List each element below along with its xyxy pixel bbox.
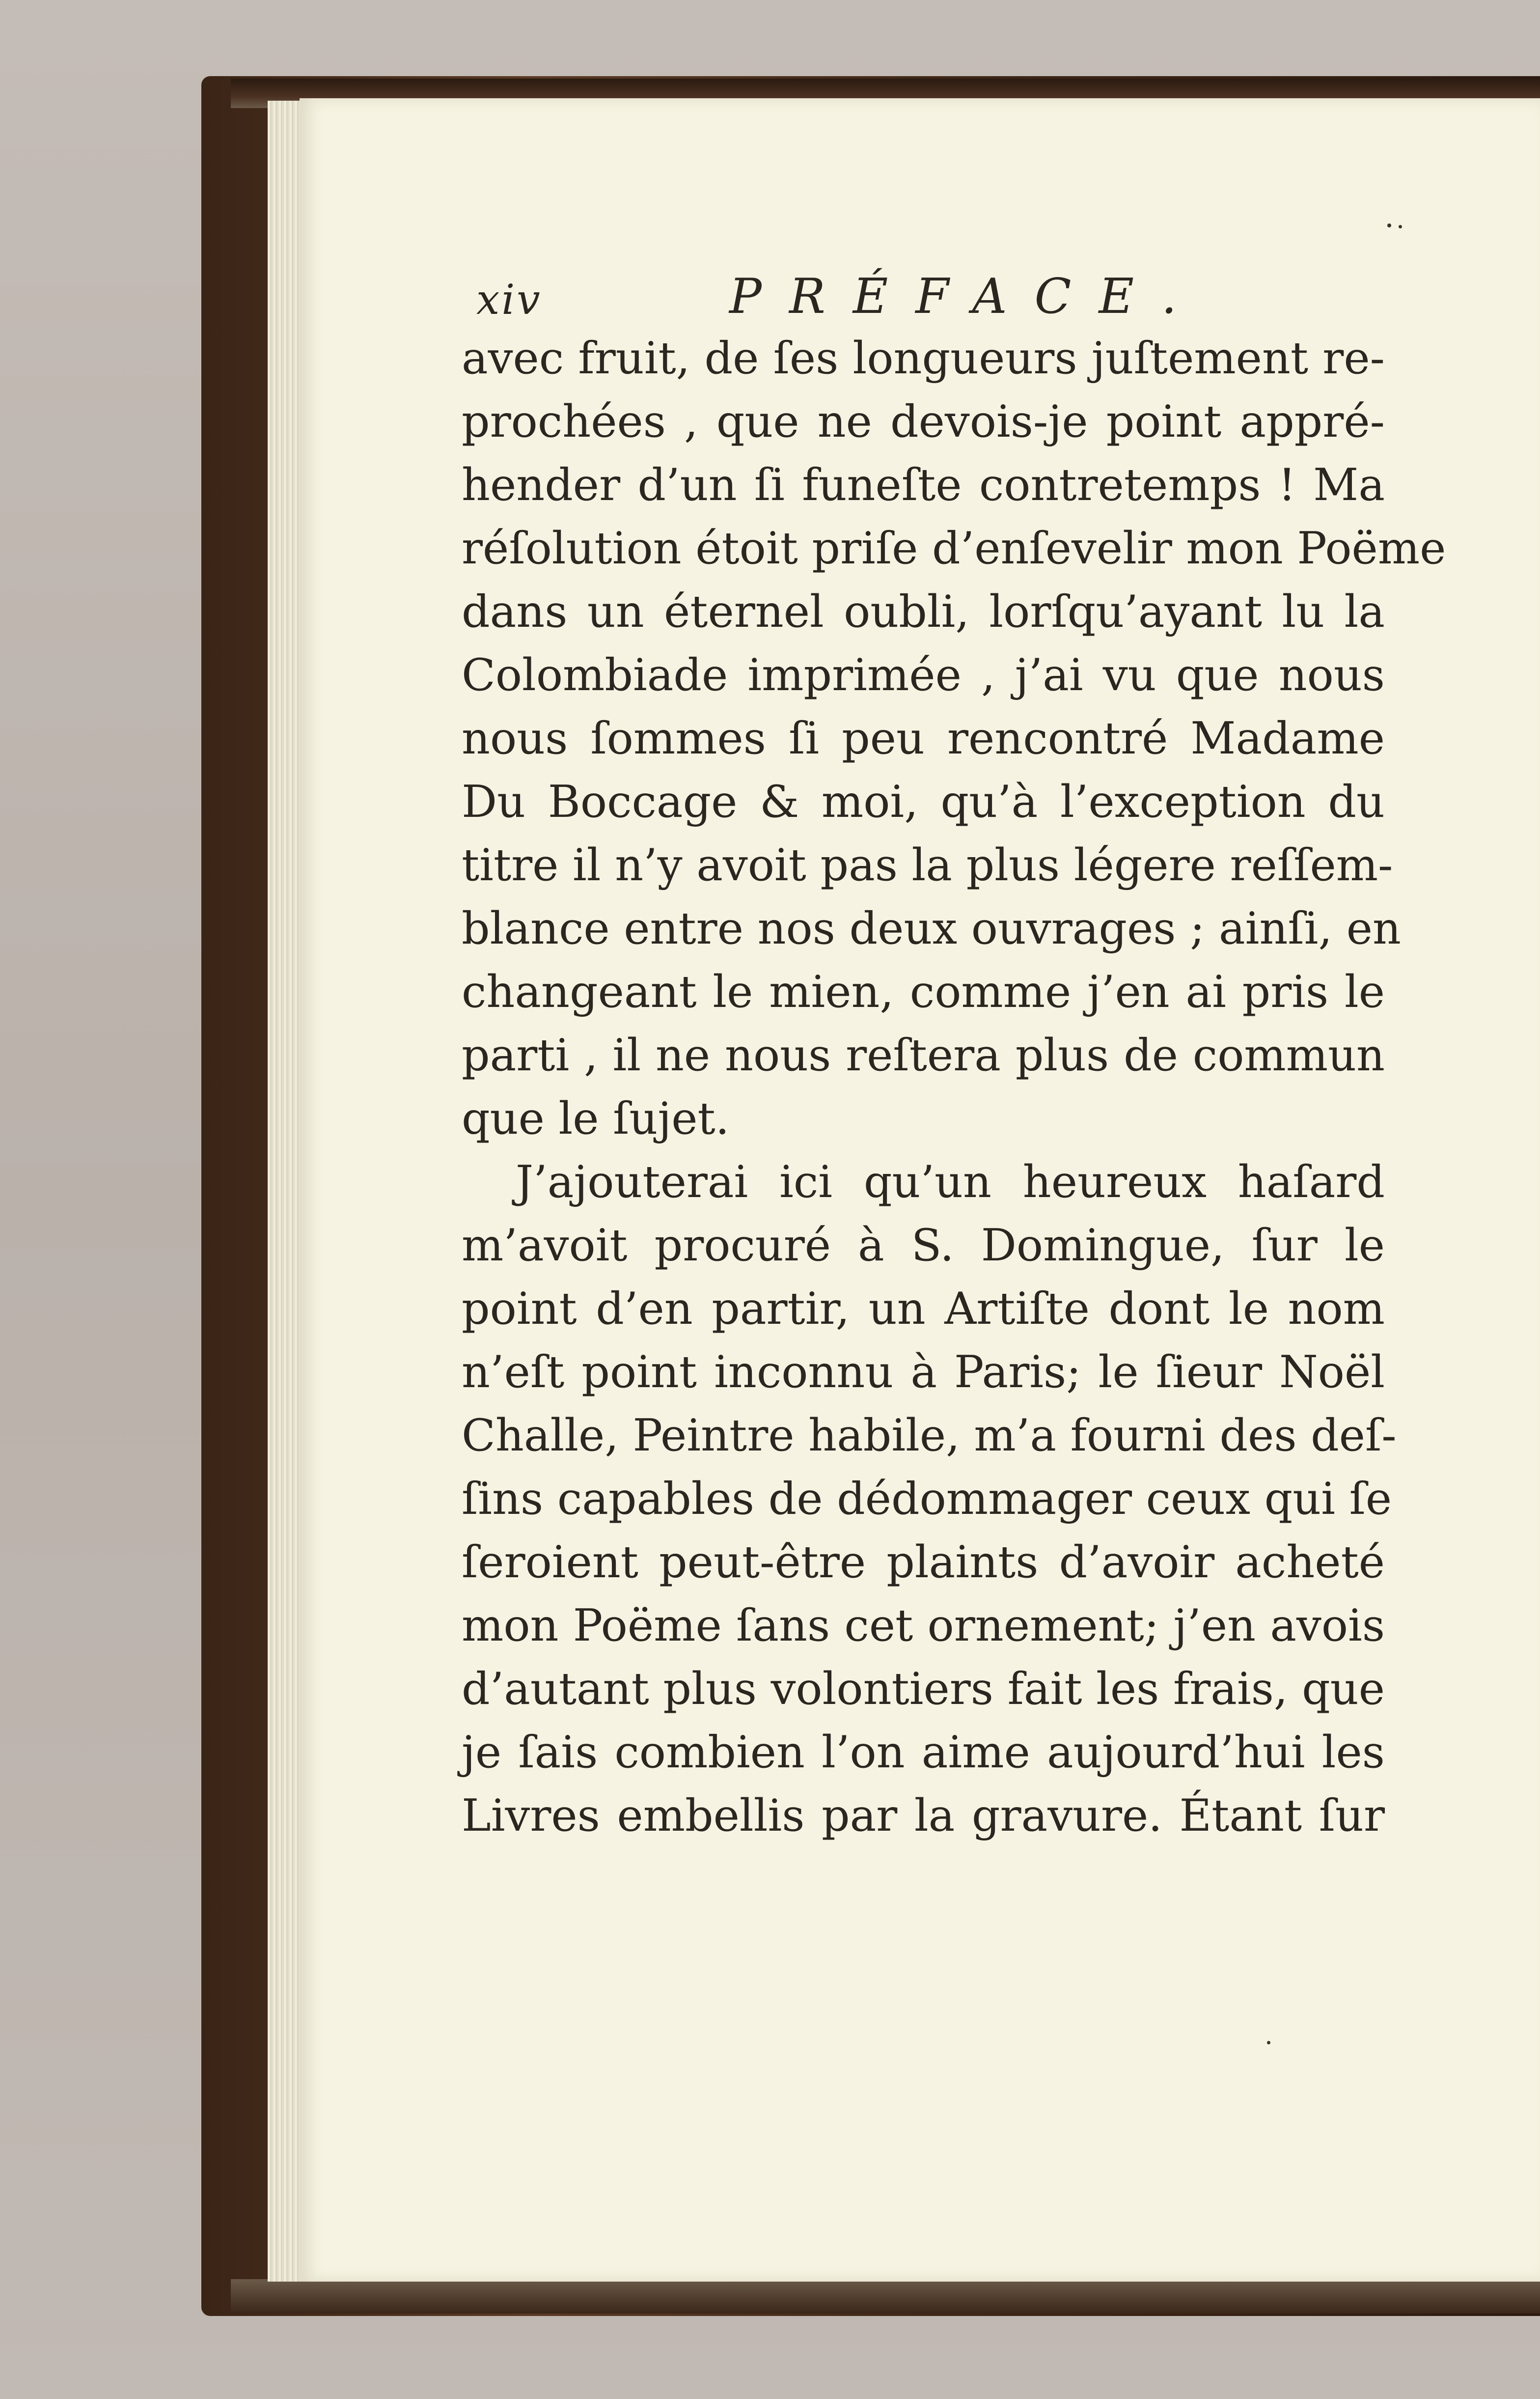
text-line: point d’en partir, un Artiſte dont le nom [462, 1283, 1385, 1335]
text-line: réſolution étoit priſe d’enſevelir mon Poëme [462, 523, 1446, 574]
text-line: Colombiade imprimée , j’ai vu que nous [462, 649, 1385, 701]
text-line: ſins capables de dédommager ceux qui ſe [462, 1473, 1392, 1525]
ink-speck [1387, 223, 1391, 227]
text-line: J’ajouterai ici qu’un heureux haſard [516, 1156, 1385, 1208]
text-line: changeant le mien, comme j’en ai pris le [462, 966, 1385, 1018]
text-line: mon Poëme ſans cet ornement; j’en avois [462, 1600, 1385, 1651]
ink-speck [1399, 225, 1402, 228]
text-line: Livres embellis par la gravure. Étant ſur [462, 1790, 1385, 1841]
running-head: PRÉFACE. [729, 269, 1205, 325]
page-header [462, 265, 1385, 327]
text-line: blance entre nos deux ouvrages ; ainſi, en [462, 903, 1401, 954]
text-line: parti , il ne nous reſtera plus de commun [462, 1030, 1385, 1081]
text-line: hender d’un ſi funeſte contretemps ! Ma [462, 459, 1385, 511]
text-line: que le ſujet. [462, 1093, 730, 1144]
paragraph-2 [462, 1150, 1397, 1847]
page-text [462, 265, 1446, 1847]
paragraph-1 [462, 327, 1446, 1150]
text-line: nous ſommes ſi peu rencontré Madame [462, 713, 1385, 764]
binding-bottom-edge [231, 2279, 1540, 2314]
page-number: xiv [476, 276, 542, 324]
text-line: prochées , que ne devois-je point appré- [462, 396, 1385, 447]
text-line: ſeroient peut-être plaints d’avoir acheté [462, 1536, 1385, 1588]
ink-speck [1267, 2041, 1270, 2044]
text-line: dans un éternel oubli, lorſqu’ayant lu la [462, 586, 1385, 638]
text-line: Du Boccage & moi, qu’à l’exception du [462, 776, 1385, 828]
text-line: n’eſt point inconnu à Paris; le ſieur Noël [462, 1346, 1385, 1398]
text-line: Challe, Peintre habile, m’a fourni des deſ- [462, 1410, 1397, 1461]
text-line: m’avoit procuré à S. Domingue, ſur le [462, 1220, 1385, 1271]
text-line: avec fruit, de ſes longueurs juſtement re- [462, 333, 1385, 384]
text-line: titre il n’y avoit pas la plus légere reſſem- [462, 839, 1393, 891]
text-line: je ſais combien l’on aime aujourd’hui les [462, 1727, 1385, 1778]
text-line: d’autant plus volontiers fait les frais, que [462, 1663, 1385, 1715]
